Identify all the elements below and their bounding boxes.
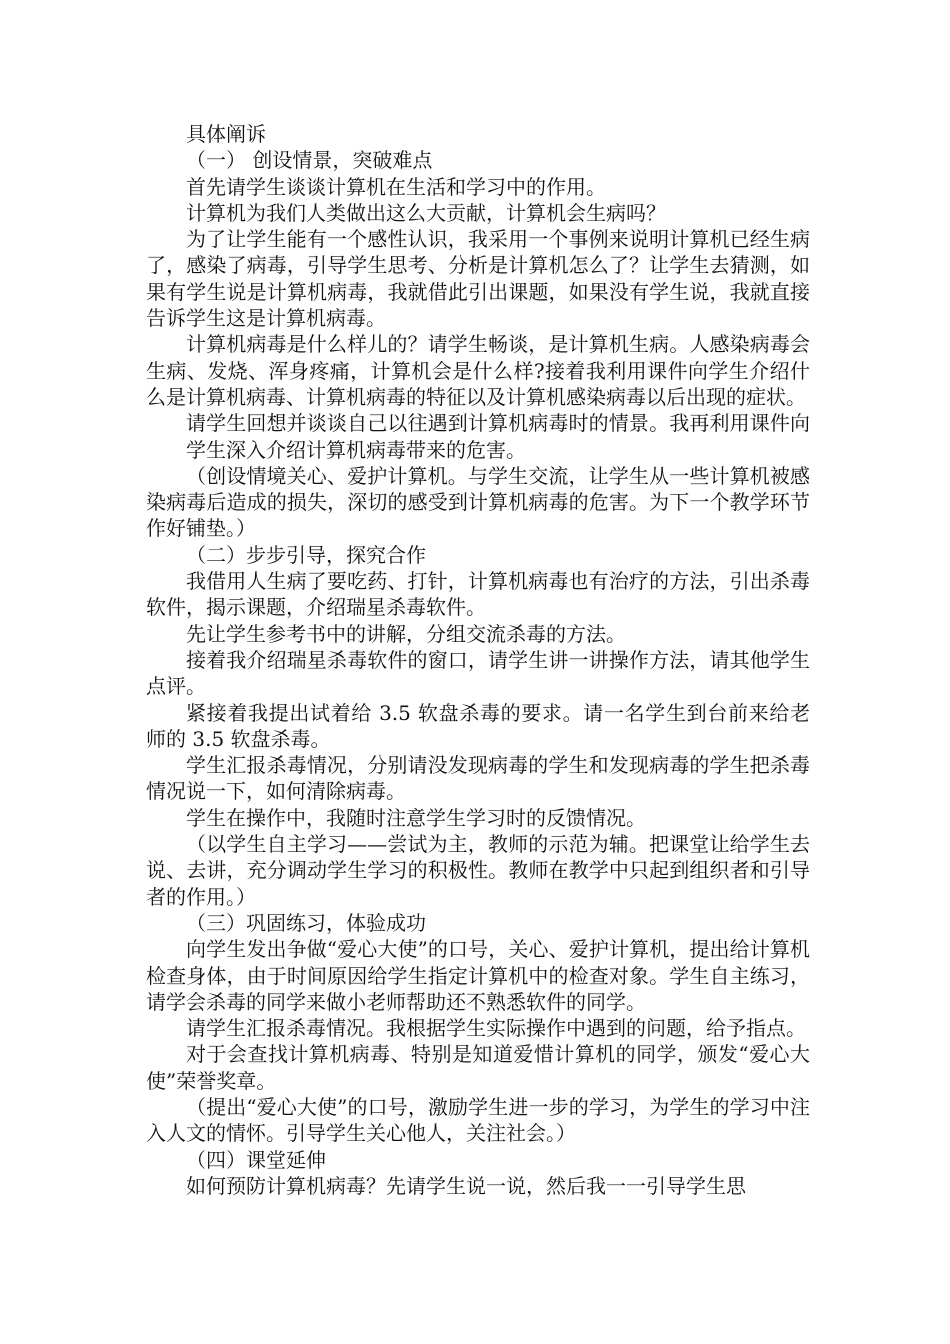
paragraph: 接着我介绍瑞星杀毒软件的窗口，请学生讲一讲操作方法，请其他学生点评。 (146, 647, 810, 699)
paragraph: 先让学生参考书中的讲解，分组交流杀毒的方法。 (186, 621, 626, 646)
paragraph-note: （以学生自主学习——尝试为主，教师的示范为辅。把课堂让给学生去说、去讲，充分调动学生学习的积极性。教师在教学中只起到组织者和引导者的作用。） (146, 832, 810, 909)
paragraph: 请学生回想并谈谈自己以往遇到计算机病毒时的情景。我再利用课件向学生深入介绍计算机病毒带来的危害。 (186, 411, 810, 462)
paragraph: 我借用人生病了要吃药、打针，计算机病毒也有治疗的方法，引出杀毒软件，揭示课题，介绍瑞星杀毒软件。 (146, 569, 810, 620)
paragraph: 对于会查找计算机病毒、特别是知道爱惜计算机的同学，颁发“爱心大使”荣誉奖章。 (146, 1042, 810, 1093)
section-heading-3: （三）巩固练习，体验成功 (186, 910, 426, 935)
paragraph: 为了让学生能有一个感性认识，我采用一个事例来说明计算机已经生病了，感染了病毒，引导学生思考、分析是计算机怎么了？让学生去猜测，如果有学生说是计算机病毒，我就借此引出课题，如果没有学生说，我就直接告诉学生这是计算机病毒。 (146, 227, 810, 331)
document-body (146, 121, 810, 1199)
paragraph: 计算机病毒是什么样儿的？请学生畅谈，是计算机生病。人感染病毒会生病、发烧、浑身疼痛，计算机会是什么样?接着我利用课件向学生介绍什么是计算机病毒、计算机病毒的特征以及计算机感染病毒以后出现的症状。 (146, 332, 810, 409)
paragraph-note: （创设情境关心、爱护计算机。与学生交流，让学生从一些计算机被感染病毒后造成的损失，深切的感受到计算机病毒的危害。为下一个教学环节作好铺垫。） (146, 463, 810, 541)
heading-detailed-explanation: 具体阐诉 (186, 122, 266, 146)
section-heading-4: （四）课堂延伸 (186, 1147, 326, 1172)
section-heading-2: （二）步步引导，探究合作 (186, 542, 426, 567)
paragraph: 学生汇报杀毒情况，分别请没发现病毒的学生和发现病毒的学生把杀毒情况说一下，如何清除病毒。 (146, 753, 810, 804)
paragraph: 首先请学生谈谈计算机在生活和学习中的作用。 (186, 174, 606, 199)
paragraph: 请学生汇报杀毒情况。我根据学生实际操作中遇到的问题，给予指点。 (186, 1016, 806, 1041)
paragraph-note: （提出“爱心大使”的口号，激励学生进一步的学习，为学生的学习中注入人文的情怀。引导学生关心他人，关注社会。） (146, 1094, 810, 1146)
paragraph: 如何预防计算机病毒？先请学生说一说，然后我一一引导学生思 (186, 1173, 746, 1198)
paragraph: 计算机为我们人类做出这么大贡献，计算机会生病吗？ (186, 200, 666, 225)
paragraph: 紧接着我提出试着给 3.5 软盘杀毒的要求。请一名学生到台前来给老师的 3.5 软盘杀毒。 (146, 700, 810, 751)
paragraph: 学生在操作中，我随时注意学生学习时的反馈情况。 (186, 805, 646, 830)
section-heading-1: （一） 创设情景，突破难点 (186, 148, 433, 173)
paragraph: 向学生发出争做“爱心大使”的口号，关心、爱护计算机，提出给计算机检查身体，由于时间原因给学生指定计算机中的检查对象。学生自主练习，请学会杀毒的同学来做小老师帮助还不熟悉软件的同学。 (146, 937, 810, 1014)
